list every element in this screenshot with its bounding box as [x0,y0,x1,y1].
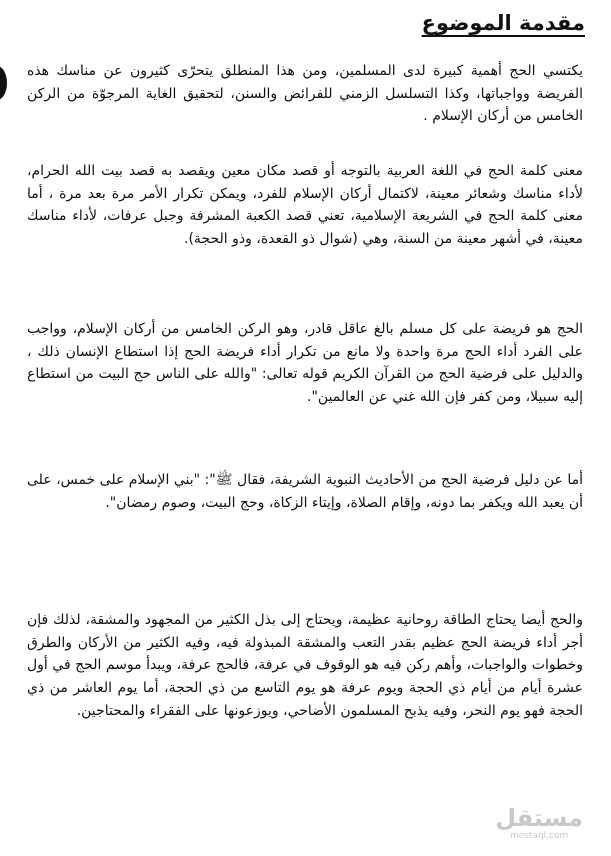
watermark-logo: مستقل [495,804,583,832]
paragraph-hajj-meaning: معنى كلمة الحج في اللغة العربية بالتوجه أو قصد مكان معين ويقصد به قصد بيت الله الحرام، لأداء مناسك وشعائر معينة، لاكتمال أركان الإسلام للفرد، ويمكن تكرار الأمر مرة بعد مرة ، أما معنى كلمة الحج في الشريعة الإسلامية، تعني قصد الكعبة المشرفة وجبل عرفات، لأداء مناسك معينة، في أشهر معينة من السنة، وهي (شوال ذو القعدة، وذو الحجة). [27,163,583,248]
watermark-url: mostaql.com [509,831,569,841]
paragraph-introduction: يكتسي الحج أهمية كبيرة لدى المسلمين، ومن هذا المنطلق يتحرّى كثيرون عن مناسك هذه الفريضة وواجباتها، وكذا التسلسل الزمني للفرائض والسنن، لتحقيق الغاية المرجوّة من الركن الخامس من أركان الإسلام . [27,63,583,125]
paragraph-hajj-obligation: الحج هو فريضة على كل مسلم بالغ عاقل قادر، وهو الركن الخامس من أركان الإسلام، وواجب على الفرد أداء الحج مرة واحدة ولا مانع من تكرار أداء فريضة الحج إذا استطاع الإنسان ذلك ، والدليل على فرضية الحج من القرآن الكريم قوله تعالى: "والله على الناس حج البيت من استطاع إليه سبيلا، ومن كفر فإن الله غني عن العالمين". [27,321,583,406]
paragraph-hadith-evidence: أما عن دليل فرضية الحج من الأحاديث النبوية الشريفة، فقال ﷺ": "بني الإسلام على خمس، على أن يعبد الله ويكفر بما دونه، وإقام الصلاة، وإيتاء الزكاة، وحج البيت، وصوم رمضان". [26,472,583,511]
page-title: مقدمة الموضوع [421,11,585,35]
mostaql-watermark [495,805,583,841]
paragraph-hajj-effort: والحج أيضا يحتاج الطاقة روحانية عظيمة، ويحتاج إلى بذل الكثير من المجهود والمشقة، لذلك فإن أجر أداء فريضة الحج عظيم بقدر التعب والمشقة المبذولة فيه، وفيه الكثير من الأركان والطرق وخطوات والواجبات، وأهم ركن فيه هو الوقوف في عرفة، فالحج عرفة، ويبدأ موسم الحج في أول عشرة أيام من أيام ذي الحجة ويوم عرفة هو يوم التاسع من ذي الحجة، أما يوم العاشر من ذي الحجة فهو يوم النحر، وفيه يذبح المسلمون الأضاحي، ويوزعونها على الفقراء والمحتاجين. [27,612,583,719]
page-edge-mark [0,66,7,100]
